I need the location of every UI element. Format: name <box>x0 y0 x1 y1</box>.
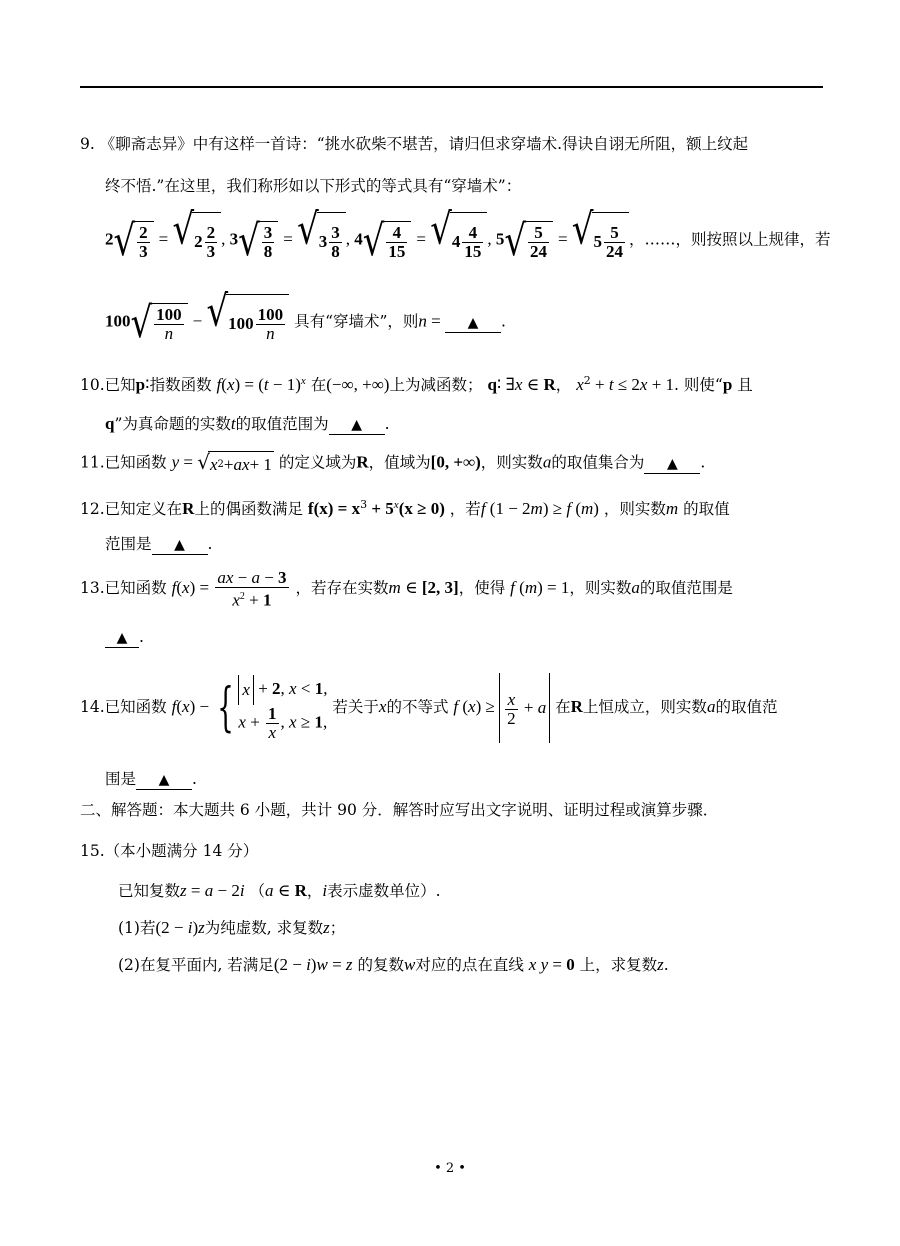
question-14-line2: 围是 ▲ . <box>105 770 197 788</box>
question-12-line1: 12.已知定义在R上的偶函数满足 $f(x) = x^3 + 5^x(x \ge 0)$ ，若f (1 − 2m) ≥ f (m) ，则实数m 的取值 <box>80 498 730 519</box>
answer-blank-13[interactable]: ▲ <box>105 629 139 648</box>
question-13-line1: 13.已知函数 f(x) = $\frac{ax - a - 3}{x^2 + 1}$ ，若存在实数m ∈ [2, 3]，使得 f (m) = 1，则实数a的取值范围是 <box>80 567 733 610</box>
answer-blank-11[interactable]: ▲ <box>644 455 700 474</box>
header-rule <box>80 86 823 88</box>
question-11: 11.已知函数 y = √ x 2 + ax + 1 的定义域为R，值域为[0, +∞)，则实数a的取值集合为 ▲ . <box>80 450 706 474</box>
answer-blank-10[interactable]: ▲ <box>329 416 385 435</box>
question-12-line2: 范围是 ▲ . <box>105 535 213 553</box>
question-15-header: 15.（本小题满分 14 分） <box>80 842 259 860</box>
question-15-part1: (1)若(2 − i)z为纯虚数, 求复数z； <box>118 918 346 937</box>
question-13-line2: ▲ . <box>105 626 144 648</box>
answer-blank-14[interactable]: ▲ <box>136 771 192 790</box>
section-2-heading: 二、解答题：本大题共 6 小题，共计 90 分．解答时应写出文字说明、证明过程或演算步骤． <box>80 801 719 819</box>
question-9-line2: 终不悟.”在这里，我们称形如以下形式的等式具有“穿墙术”： <box>105 177 522 195</box>
question-14-line1: 14.已知函数 f(x) − { x + 2, x < 1, x + $\frac{1}{x}$ , x ≥ 1, 若关于x的不等式 f (x) ≥ $\frac{x}{2}$ + a 在R上恒成立，则实数a的取值范 <box>80 672 777 743</box>
question-15-part2: (2)在复平面内, 若满足(2 − i)w = z 的复数w对应的点在直线 x y = 0 上，求复数z. <box>118 955 669 974</box>
answer-blank-12[interactable]: ▲ <box>152 536 208 555</box>
answer-blank-9[interactable]: ▲ <box>445 314 501 333</box>
question-10-line1: 10.已知p∶指数函数 $f(x) = (t - 1)^x$ 在(−∞, +∞)上为减函数； q∶ ∃x ∈ R， $x^2 + t \le 2x + 1$. 则使“p 且 <box>80 374 753 395</box>
question-9-formula2: 100 √ $\frac{100}{n}$ − √ 100 $\frac{100}{n}$ 具有“穿墙术”，则n = ▲ . <box>105 294 506 351</box>
question-9-formula: 2 √ $\frac{2}{3}$ = √ 2 $\frac{2}{3}$ , 3 √ $\frac{3}{8}$ = √ 3 $\frac{3}{8}$ , 4 √ $\frac{4}{15}$ = √ 4 $\frac{4}{15}$ , 5 √ $\frac{5}{24}$ = √ 5 $\frac{5}{24}$ ，……，则按照以上规律，若 <box>105 212 831 269</box>
question-10-line2: q”为真命题的实数t的取值范围为 ▲ . <box>105 414 390 433</box>
page-number: • 2 • <box>434 1161 466 1176</box>
question-9-line1: 9. 《聊斋志异》中有这样一首诗：“挑水砍柴不堪苦，请归但求穿墙术.得诀自诩无所阻，额上纹起 <box>80 135 749 153</box>
question-15-stem: 已知复数z = a − 2i （a ∈ R，i表示虚数单位）. <box>118 881 441 900</box>
